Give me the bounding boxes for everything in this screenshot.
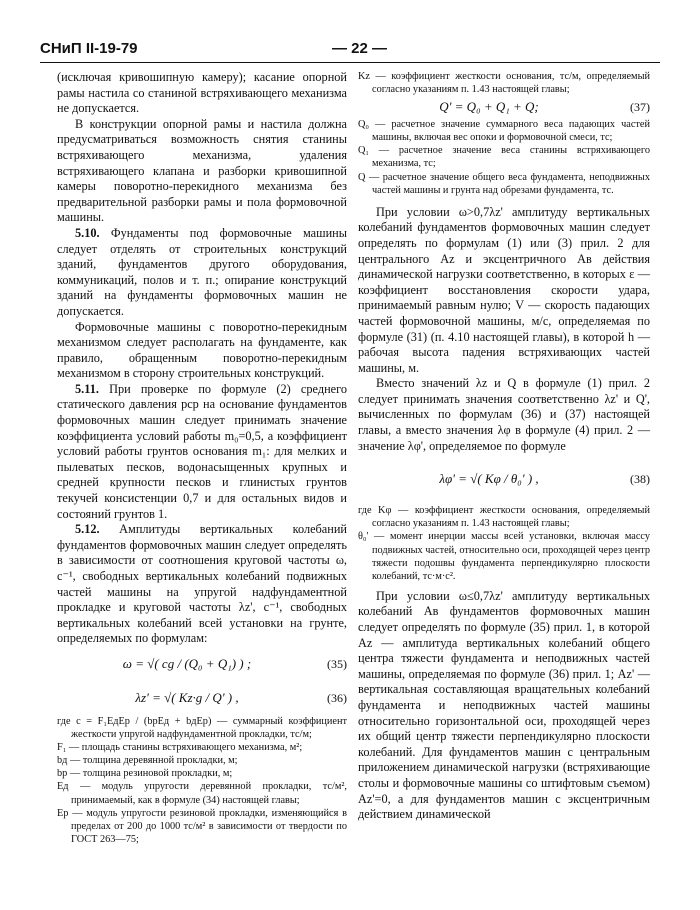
formula-36 — [57, 681, 347, 715]
definition-Q: Q — расчетное значение общего веса фундамента, неподвижных частей машины и грунта над обрезами фундамента, тс. — [358, 171, 650, 196]
document-code: СНиП II-19-79 — [40, 40, 138, 57]
formula-37 — [358, 96, 650, 118]
paragraph-continued: (исключая кривошипную камеру); касание опорной рамы настила со станиной встряхивающего механизма не допускается. — [57, 70, 347, 116]
page-number: — 22 — — [332, 40, 388, 57]
definition-Kz: Kz — коэффициент жесткости основания, тс/м, определяемый согласно указаниям п. 1.43 настоящей главы; — [358, 71, 650, 96]
equation-number: (37) — [630, 100, 650, 115]
definition-Kphi: где Kφ — коэффициент жесткости основания, определяемый согласно указаниям п. 1.43 настоящей главы; — [358, 505, 650, 530]
paragraph-low-frequency: При условии ω≤0,7λz' амплитуду вертикальных колебаний Aв фундаментов формовочных машин следует определять по формуле (35) прил. 1, в которой Az — амплитуда вертикальных колебаний общего центра тяжести фундамента и неподвижных частей машины, определяемая по формуле (36) прил. 1; Az' — вертикальная составляющая вращательных колебаний фундамента и неподвижных частей машины относительно горизонтальной оси, проходящей через их общий центр тяжести перпендикулярно плоскости колебаний. Для фундаментов машин с центральным приложением динамической нагрузки (встряхивающие столы и формовочные машины со штифтовым съемом) Az'=0, а для фундаментов машин с эксцентричным действием динамической — [358, 588, 650, 822]
formula-38 — [358, 454, 650, 504]
equation-number: (36) — [327, 690, 347, 705]
definition-Ed: Eд — модуль упругости деревянной прокладки, тс/м², принимаемый, как в формуле (34) настоящей главы; — [57, 781, 347, 806]
header-rule — [40, 62, 660, 63]
clause-number: 5.11. — [75, 381, 99, 396]
formula-expression: λz' = √( Kz·g / Q' ) , — [135, 689, 239, 705]
definition-bp: bр — толщина резиновой прокладки, м; — [57, 768, 233, 780]
clause-number: 5.12. — [75, 522, 100, 537]
definition-Q1: Q₁ — расчетное значение веса станины встряхивающего механизма, тс; — [358, 145, 650, 170]
equation-number: (35) — [327, 656, 347, 671]
clause-number: 5.10. — [75, 225, 100, 240]
definition-bd: bд — толщина деревянной прокладки, м; — [57, 755, 238, 767]
definition-theta: θ₀' — момент инерции массы всей установки, включая массу подвижных частей, относительно оси, проходящей через центр тяжести подошвы фундамента перпендикулярно плоскости колебаний, тс·м·с². — [358, 531, 650, 582]
clause-text: Амплитуды вертикальных колебаний фундаментов формовочных машин следует определять в зависимости от соотношения круговой частоты ω, с⁻¹, свободных вертикальных колебаний подвижных частей машины на упругой надфундаментной прокладке и круговой частоты λz', с⁻¹, свободных вертикальных колебаний всей установки на грунте, определяемых по формулам: — [57, 522, 347, 646]
formula-expression: ω = √( cg / (Q₀ + Q₁) ) ; — [122, 655, 252, 671]
right-column — [358, 70, 650, 823]
clause-text: Фундаменты под формовочные машины следует отделять от строительных конструкций зданий, фундаментов другого оборудования, коммуникаций, полов и т. п.; опирание конструкций зданий на фундаменты формовочных машин не допускается. — [57, 225, 347, 318]
clause-text: При проверке по формуле (2) среднего статического давления pср на основание фундаментов формовочных машин следует принимать значение коэффициента условий работы m₀=0,5, а коэффициент условий работы грунтов основания m₁: для мелких и пылеватых песков, водонасыщенных крупных и средней крупности песков и глинистых грунтов текучей консистенции 0,7 и для остальных видов и состояний грунтов 1. — [57, 381, 347, 521]
paragraph-frame-removal: В конструкции опорной рамы и настила должна предусматриваться возможность снятия станины встряхивающего механизма, удаления встряхивающего клапана и разборки кривошипной камеры поворотно-перекидного механизма без предварительной разборки рамы и пола формовочной машины. — [57, 116, 347, 225]
definition-Q0: Q₀ — расчетное значение суммарного веса падающих частей машины, включая вес опоки и формовочной смеси, тс; — [358, 119, 650, 144]
definition-c: где c = F₁EдEр / (bрEд + bдEр) — суммарный коэффициент жесткости упругой надфундаментной прокладки, тс/м; — [57, 715, 347, 741]
page-header — [40, 40, 660, 60]
clause-5-11 — [57, 382, 347, 522]
clause-5-12 — [57, 522, 347, 647]
clause-5-10 — [57, 226, 347, 320]
definition-F1: F₁ — площадь станины встряхивающего механизма, м²; — [57, 742, 303, 754]
paragraph-replacement-values: Вместо значений λz и Q в формуле (1) прил. 2 следует принимать значения соответственно λz' и Q', вычисленных по формулам (36) и (37) настоящей главы, а вместо значения λφ в формуле (4) прил. 2 — значение λφ', определяемое по формуле — [358, 376, 650, 453]
equation-number: (38) — [630, 472, 650, 487]
formula-expression: Q' = Q₀ + Q₁ + Q; — [439, 99, 539, 115]
formula-expression: λφ' = √( Kφ / θ₀' ) , — [439, 471, 539, 487]
left-column — [57, 70, 347, 846]
paragraph-turnover-mechanism: Формовочные машины с поворотно-перекидным механизмом следует располагать на фундаменте, как правило, обращенным поворотно-перекидным механизмом в сторону строительных конструкций. — [57, 319, 347, 381]
formula-35 — [57, 647, 347, 681]
paragraph-high-frequency: При условии ω>0,7λz' амплитуду вертикальных колебаний фундаментов формовочных машин следует определять по формулам (1) или (3) прил. 2 для центрального Az и эксцентричного Aв действия динамической нагрузки соответственно, в которых ε — коэффициент восстановления скорости удара, принимаемый равным нулю; V — скорость падающих частей формовочной машины, м/с, определяемая по формуле (31) (п. 4.10 настоящей главы), в которой h — рабочая высота падения встряхивающих частей машины, м. — [358, 204, 650, 375]
definition-Ep: Eр — модуль упругости резиновой прокладки, изменяющийся в пределах от 200 до 1000 тс/м² в зависимости от твердости по ГОСТ 263—75; — [57, 807, 347, 845]
